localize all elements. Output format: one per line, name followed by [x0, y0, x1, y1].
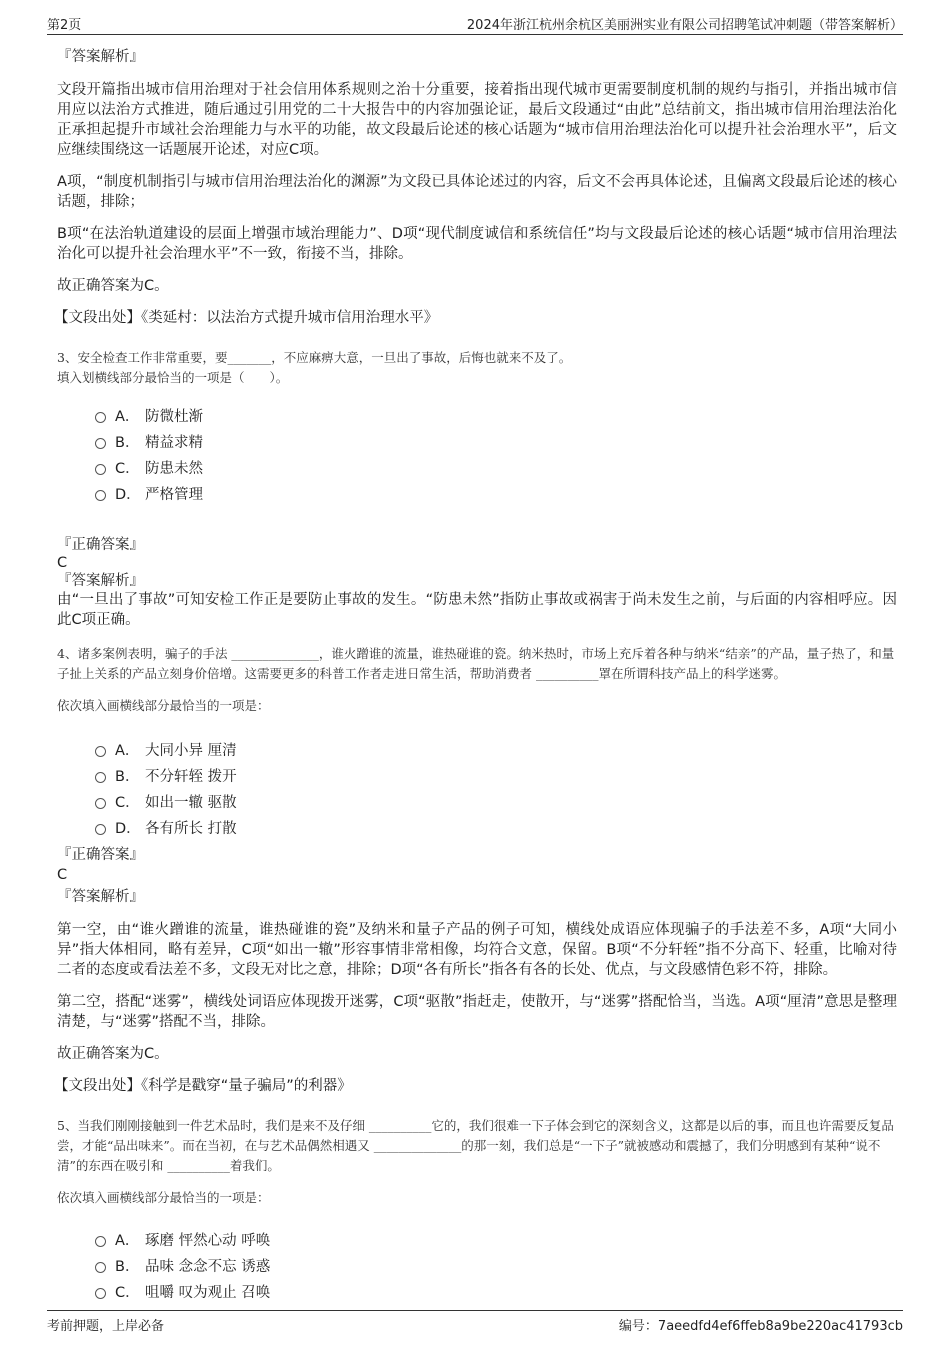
page-number: 第2页 — [47, 18, 82, 33]
q3-stem: 3、安全检查工作非常重要，要_______，不应麻痹大意，一旦出了事故，后悔也就来不及了。 — [57, 350, 572, 365]
q4-analysis-tag: 『答案解析』 — [57, 889, 144, 905]
q4-option-a[interactable]: A． 大同小异 厘清 — [95, 736, 897, 762]
radio-button[interactable] — [95, 1262, 106, 1273]
q3-analysis-tag: 『答案解析』 — [57, 573, 144, 589]
q4-option-d[interactable]: D． 各有所长 打散 — [95, 814, 897, 840]
q2-source: 【文段出处】《类延村：以法治方式提升城市信用治理水平》 — [54, 310, 439, 326]
q2-analysis-paragraph: A项，“制度机制指引与城市信用治理法治化的渊源”为文段已具体论述过的内容，后文不会再具体论述，且偏离文段最后论述的核心话题，排除； — [57, 174, 897, 210]
q3-correct-answer: C — [57, 555, 68, 571]
q5-option-b[interactable]: B． 品味 念念不忘 诱惑 — [95, 1252, 897, 1278]
q2-analysis-paragraph: B项“在法治轨道建设的层面上增强市域治理能力”、D项“现代制度诚信和系统信任”均与文段最后论述的核心话题“城市信用治理法治化可以提升社会治理水平”不一致，衔接不当，排除。 — [57, 226, 897, 262]
q4-source: 【文段出处】《科学是戳穿“量子骗局”的利器》 — [54, 1078, 352, 1094]
q5-instruction: 依次填入画横线部分最恰当的一项是： — [57, 1190, 270, 1205]
q5-options — [95, 1226, 897, 1304]
q2-analysis-tag: 『答案解析』 — [57, 49, 144, 65]
q4-options — [95, 736, 897, 840]
q5-stem: 5、当我们刚刚接触到一件艺术品时，我们是来不及仔细 __________它的，我们很难一下子体会到它的深刻含义，这都是以后的事，而且也许需要反复品尝，才能“品出味来”。而在当初，在与艺术品偶然相遇又 ______________的那一刻，我们总是“一下子”就被感动和震撼了，我们分明感到有某种“说不清”的东西在吸引和 __________着我们。 — [57, 1118, 894, 1173]
radio-button[interactable] — [95, 412, 106, 423]
page-header — [47, 14, 903, 35]
q4-stem: 4、诸多案例表明，骗子的手法 ______________，谁火蹭谁的流量，谁热碰谁的瓷。纳米热时，市场上充斥着各种与纳米“结亲”的产品，量子热了，和量子扯上关系的产品立刻身价倍增。这需要更多的科普工作者走进日常生活，帮助消费者 __________罩在所谓科技产品上的科学迷雾。 — [57, 646, 895, 681]
q4-analysis-paragraph: 第二空，搭配“迷雾”，横线处词语应体现拨开迷雾，C项“驱散”指赶走，使散开，与“迷雾”搭配恰当，当选。A项“厘清”意思是整理清楚，与“迷雾”搭配不当，排除。 — [57, 994, 897, 1030]
q3-options — [95, 402, 897, 506]
radio-button[interactable] — [95, 490, 106, 501]
q5-option-a[interactable]: A． 琢磨 怦然心动 呼唤 — [95, 1226, 897, 1252]
radio-button[interactable] — [95, 438, 106, 449]
q3-correct-tag: 『正确答案』 — [57, 537, 144, 553]
q4-analysis-paragraph: 第一空，由“谁火蹭谁的流量，谁热碰谁的瓷”及纳米和量子产品的例子可知，横线处成语应体现骗子的手法差不多，A项“大同小异”指大体相同，略有差异，C项“如出一辙”形容事情非常相像，均符合文意，保留。B项“不分轩轾”指不分高下、轻重，比喻对待二者的态度或看法差不多，文段无对比之意，排除；D项“各有所长”指各有各的长处、优点，与文段感情色彩不符，排除。 — [57, 922, 897, 978]
q3-analysis: 由“一旦出了事故”可知安检工作正是要防止事故的发生。“防患未然”指防止事故或祸害于尚未发生之前，与后面的内容相呼应。因此C项正确。 — [57, 592, 897, 628]
q2-analysis-paragraph: 故正确答案为C。 — [57, 278, 169, 294]
radio-button[interactable] — [95, 798, 106, 809]
radio-button[interactable] — [95, 824, 106, 835]
footer-slogan: 考前押题，上岸必备 — [47, 1319, 165, 1334]
page-content — [54, 46, 897, 1328]
q2-analysis-paragraph: 文段开篇指出城市信用治理对于社会信用体系规则之治十分重要，接着指出现代城市更需要制度机制的规约与指引，并指出城市信用应以法治方式推进，随后通过引用党的二十大报告中的内容加强论证，最后文段通过“由此”总结前文，指出城市信用治理法治化正承担起提升市域社会治理能力与水平的功能，故文段最后论述的核心话题为“城市信用治理法治化可以提升社会治理水平”，后文应继续围绕这一话题展开论述，对应C项。 — [57, 82, 897, 158]
radio-button[interactable] — [95, 464, 106, 475]
q3-instruction: 填入划横线部分最恰当的一项是（ ）。 — [57, 370, 289, 385]
radio-button[interactable] — [95, 1236, 106, 1247]
radio-button[interactable] — [95, 1288, 106, 1299]
q3-option-b[interactable]: B． 精益求精 — [95, 428, 897, 454]
q4-option-b[interactable]: B． 不分轩轾 拨开 — [95, 762, 897, 788]
q4-correct-answer: C — [57, 867, 68, 883]
q3-option-c[interactable]: C． 防患未然 — [95, 454, 897, 480]
q3-option-d[interactable]: D． 严格管理 — [95, 480, 897, 506]
document-title: 2024年浙江杭州余杭区美丽洲实业有限公司招聘笔试冲刺题（带答案解析） — [466, 18, 903, 33]
q4-option-c[interactable]: C． 如出一辙 驱散 — [95, 788, 897, 814]
page-footer — [47, 1310, 903, 1334]
document-id: 编号：7aeedfd4ef6ffeb8a9be220ac41793cb — [618, 1319, 903, 1334]
q3-option-a[interactable]: A． 防微杜渐 — [95, 402, 897, 428]
radio-button[interactable] — [95, 772, 106, 783]
radio-button[interactable] — [95, 746, 106, 757]
q4-instruction: 依次填入画横线部分最恰当的一项是： — [57, 698, 270, 713]
q4-correct-tag: 『正确答案』 — [57, 847, 144, 863]
q5-option-c[interactable]: C． 咀嚼 叹为观止 召唤 — [95, 1278, 897, 1304]
q4-analysis-paragraph: 故正确答案为C。 — [57, 1046, 169, 1062]
